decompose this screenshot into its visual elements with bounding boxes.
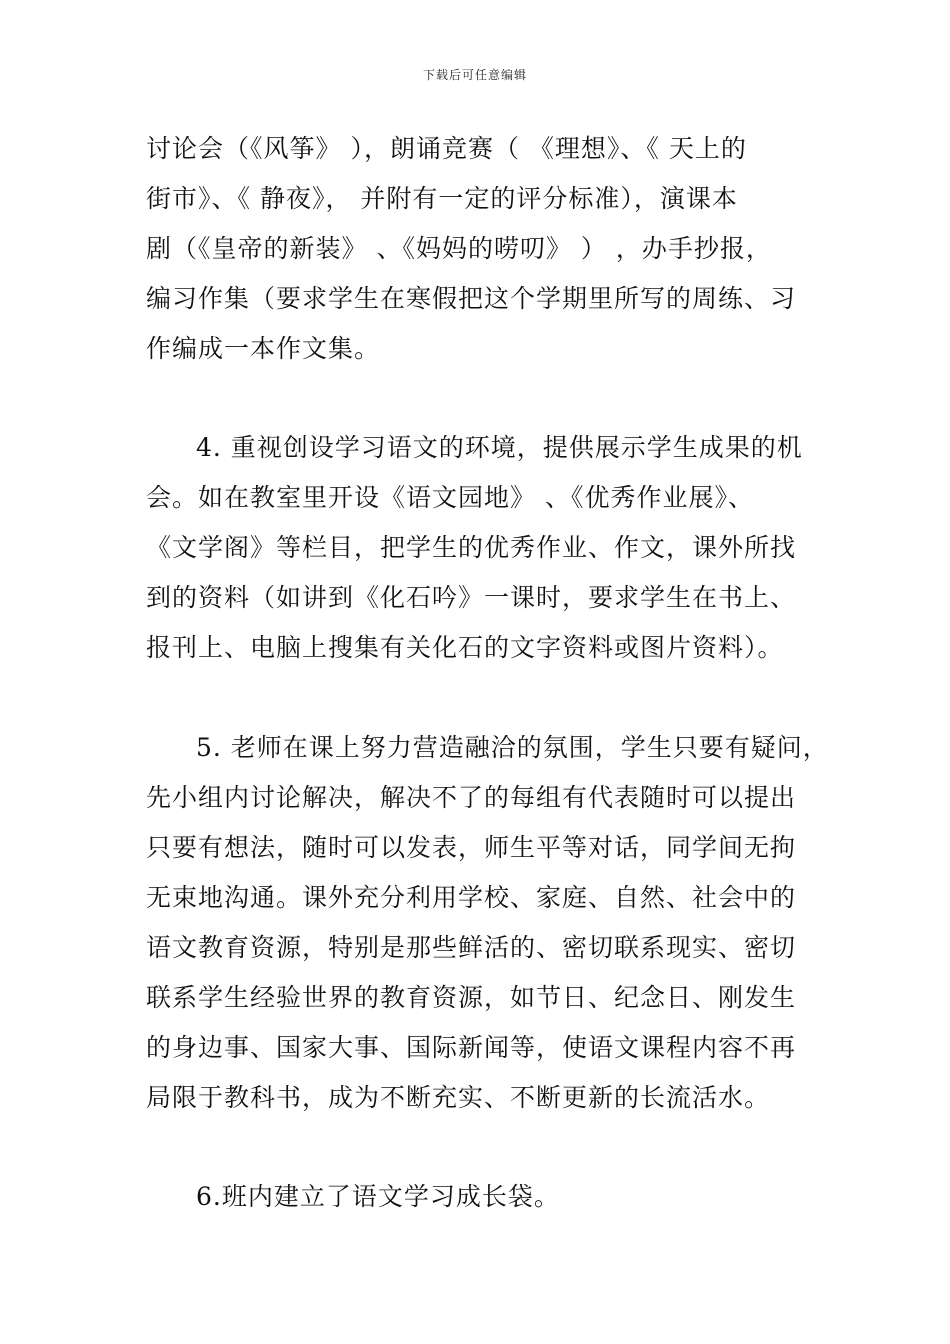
text-line: 语文教育资源，特别是那些鲜活的、密切联系现实、密切 bbox=[146, 933, 797, 962]
text-line: 作编成一本作文集。 bbox=[146, 334, 381, 363]
text-line: 报刊上、电脑上搜集有关化石的文字资料或图片资料）。 bbox=[146, 633, 784, 662]
text-line: 无束地沟通。课外充分利用学校、家庭、自然、社会中的 bbox=[146, 883, 797, 912]
text-line: 《文学阁》等栏目，把学生的优秀作业、作文，课外所找 bbox=[146, 533, 797, 562]
text-line: 剧（《皇帝的新装》 、《妈妈的唠叨》 ） ，办手抄报， bbox=[146, 234, 772, 263]
text-line: 先小组内讨论解决，解决不了的每组有代表随时可以提出 bbox=[146, 783, 797, 812]
text-line: 会。如在教室里开设《语文园地》 、《优秀作业展》、 bbox=[146, 483, 754, 512]
text-line: 局限于教科书，成为不断充实、不断更新的长流活水。 bbox=[146, 1083, 771, 1112]
text-line: 的身边事、国家大事、国际新闻等，使语文课程内容不再 bbox=[146, 1033, 797, 1062]
text-line: 到的资料（如讲到《化石吟》一课时，要求学生在书上、 bbox=[146, 583, 797, 612]
text-line: 联系学生经验世界的教育资源，如节日、纪念日、刚发生 bbox=[146, 983, 797, 1012]
page-header: 下载后可任意编辑 bbox=[422, 68, 527, 82]
text-line: 街市》、《 静夜》， 并附有一定的评分标准），演课本 bbox=[146, 184, 738, 213]
paragraph-6-first-line: 6.班内建立了语文学习成长袋。 bbox=[196, 1182, 560, 1211]
text-line: 编习作集（要求学生在寒假把这个学期里所写的周练、习 bbox=[146, 284, 797, 313]
paragraph-4-first-line: 4. 重视创设学习语文的环境，提供展示学生成果的机 bbox=[196, 433, 803, 462]
paragraph-5-first-line: 5. 老师在课上努力营造融洽的氛围，学生只要有疑问， bbox=[196, 733, 829, 762]
text-line: 讨论会（《风筝》 ），朗诵竞赛（ 《理想》、《 天上的 bbox=[146, 134, 747, 163]
text-line: 只要有想法，随时可以发表，师生平等对话，同学间无拘 bbox=[146, 833, 797, 862]
